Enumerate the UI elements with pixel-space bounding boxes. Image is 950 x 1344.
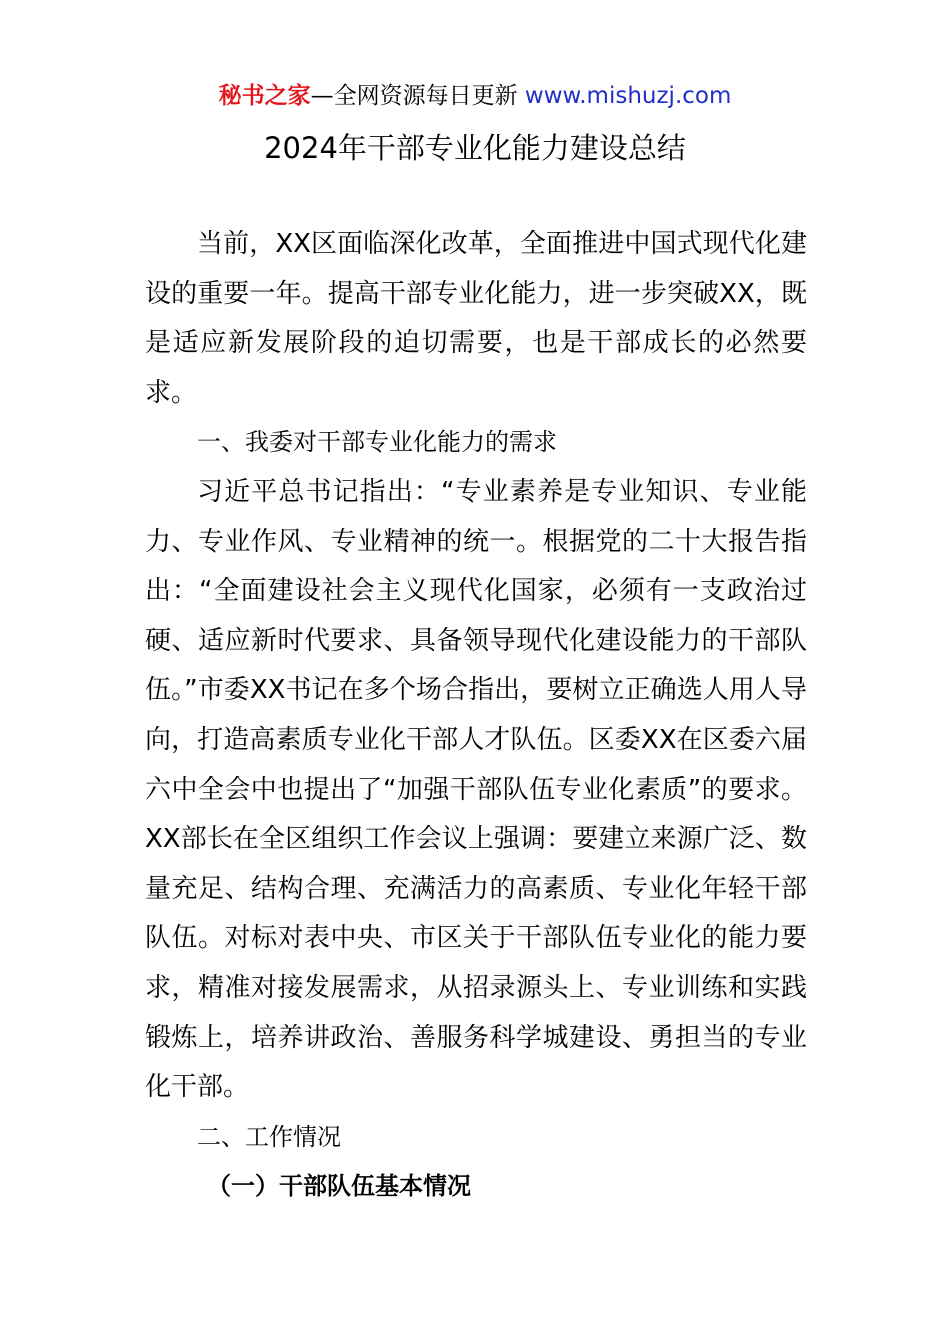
section-heading-2: 二、工作情况 (197, 1122, 341, 1151)
document-body (145, 220, 807, 1212)
site-url-link[interactable]: www.mishuzj.com (524, 83, 732, 109)
brand-name: 秘书之家 (218, 83, 311, 109)
section-heading-1: 一、我委对干部专业化能力的需求 (197, 428, 557, 457)
body-paragraph: 习近平总书记指出：“专业素养是专业知识、专业能力、专业作风、专业精神的统一。根据党的二十大报告指出：“全面建设社会主义现代化国家，必须有一支政治过硬、适应新时代要求、具备领导现代化建设能力的干部队伍。”市委XX书记在多个场合指出，要树立正确选人用人导向，打造高素质专业化干部人才队伍。区委XX在区委六届六中全会中也提出了“加强干部队伍专业化素质”的要求。XX部长在全区组织工作会议上强调：要建立来源广泛、数量充足、结构合理、充满活力的高素质、专业化年轻干部队伍。对标对表中央、市区关于干部队伍专业化的能力要求，精准对接发展需求，从招录源头上、专业训练和实践锻炼上，培养讲政治、善服务科学城建设、勇担当的专业化干部。 (145, 476, 807, 1103)
document-title: 2024年干部专业化能力建设总结 (264, 131, 686, 165)
site-banner (0, 80, 950, 112)
intro-paragraph: 当前，XX区面临深化改革，全面推进中国式现代化建设的重要一年。提高干部专业化能力，进一步突破XX，既是适应新发展阶段的迫切需要，也是干部成长的必然要求。 (145, 229, 807, 408)
banner-tagline: —全网资源每日更新 (310, 83, 525, 109)
subsection-heading-1: （一）干部队伍基本情况 (207, 1172, 471, 1201)
